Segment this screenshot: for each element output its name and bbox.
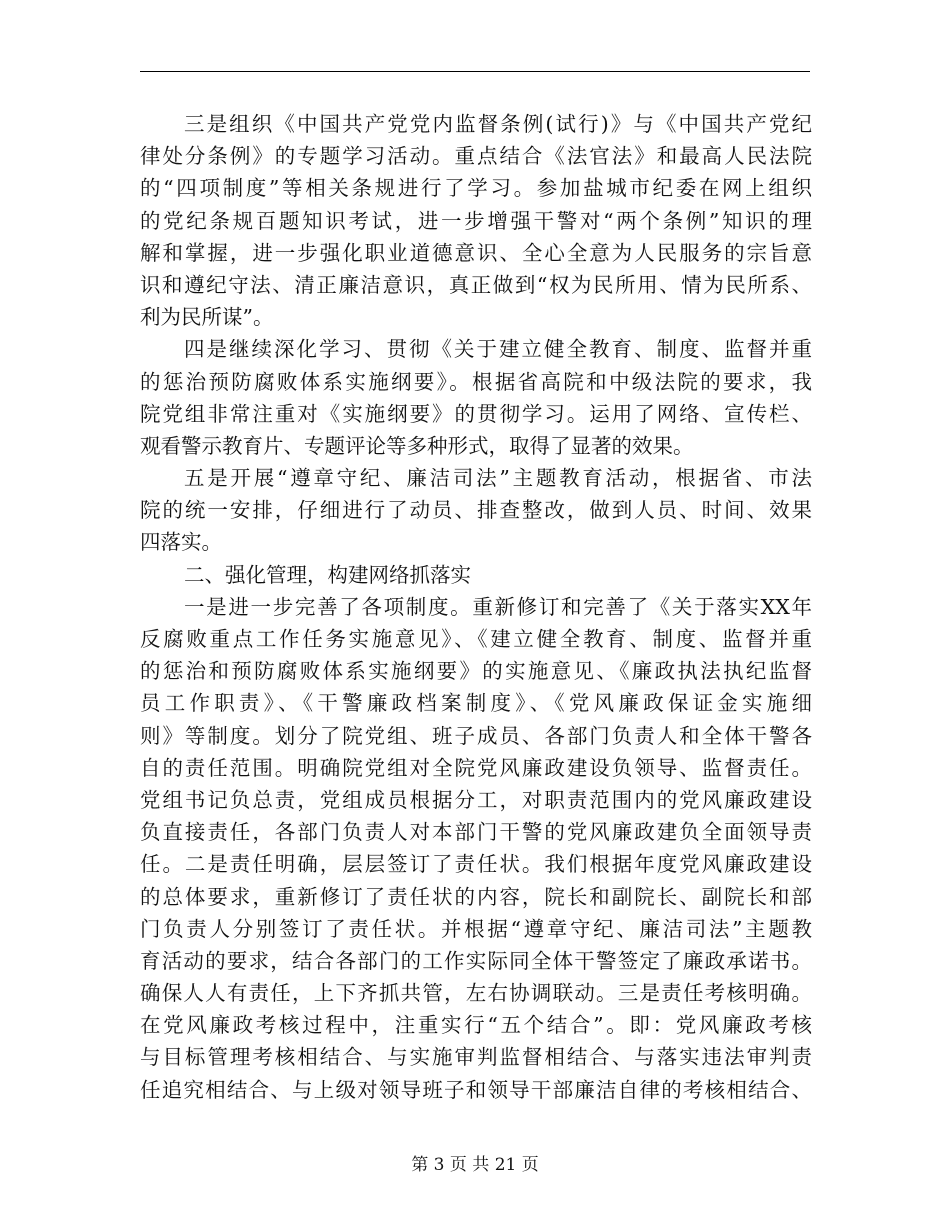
text-line: 律处分条例》的专题学习活动。重点结合《法官法》和最高人民法院: [140, 144, 812, 169]
text-line: 党组书记负总责，党组成员根据分工，对职责范围内的党风廉政建设: [140, 787, 812, 812]
text-line: 任追究相结合、与上级对领导班子和领导干部廉洁自律的考核相结合、: [140, 1077, 812, 1102]
text-line: 四落实。: [140, 530, 222, 555]
text-line: 的惩治和预防腐败体系实施纲要》的实施意见、《廉政执法执纪监督: [140, 659, 812, 684]
text-line: 三是组织《中国共产党党内监督条例(试行)》与《中国共产党纪: [184, 112, 812, 136]
header-rule: [140, 71, 810, 72]
text-line: 院的统一安排，仔细进行了动员、排查整改，做到人员、时间、效果: [140, 498, 812, 523]
text-line: 观看警示教育片、专题评论等多种形式，取得了显著的效果。: [140, 433, 694, 458]
text-line: 确保人人有责任，上下齐抓共管，左右协调联动。三是责任考核明确。: [140, 981, 812, 1006]
text-line: 解和掌握，进一步强化职业道德意识、全心全意为人民服务的宗旨意: [140, 240, 812, 265]
text-line: 的总体要求，重新修订了责任状的内容，院长和副院长、副院长和部: [140, 884, 812, 909]
section-heading: 二、强化管理，构建网络抓落实: [184, 562, 471, 587]
text-line: 利为民所谋”。: [140, 305, 274, 330]
text-line: 的“四项制度”等相关条规进行了学习。参加盐城市纪委在网上组织: [140, 176, 812, 201]
text-line: 门负责人分别签订了责任状。并根据“遵章守纪、廉洁司法”主题教: [140, 916, 812, 941]
text-line: 院党组非常注重对《实施纲要》的贯彻学习。运用了网络、宣传栏、: [140, 401, 812, 426]
text-line: 四是继续深化学习、贯彻《关于建立健全教育、制度、监督并重: [184, 337, 812, 362]
text-line: 任。二是责任明确，层层签订了责任状。我们根据年度党风廉政建设: [140, 852, 812, 877]
page-number-footer: 第 3 页 共 21 页: [411, 1155, 539, 1175]
text-line: 育活动的要求，结合各部门的工作实际同全体干警签定了廉政承诺书。: [140, 948, 812, 973]
text-line: 反腐败重点工作任务实施意见》、《建立健全教育、制度、监督并重: [140, 627, 812, 651]
body-text: [140, 108, 812, 1106]
text-line: 与目标管理考核相结合、与实施审判监督相结合、与落实违法审判责: [140, 1045, 812, 1070]
text-line: 自的责任范围。明确院党组对全院党风廉政建设负领导、监督责任。: [140, 755, 812, 780]
text-line: 在党风廉政考核过程中，注重实行“五个结合”。即：党风廉政考核: [140, 1013, 812, 1038]
text-line: 一是进一步完善了各项制度。重新修订和完善了《关于落实XX年: [184, 594, 812, 619]
text-line: 的党纪条规百题知识考试，进一步增强干警对“两个条例”知识的理: [140, 208, 812, 233]
text-line: 负直接责任，各部门负责人对本部门干警的党风廉政建负全面领导责: [140, 820, 812, 845]
text-line: 则》等制度。划分了院党组、班子成员、各部门负责人和全体干警各: [140, 723, 812, 748]
text-line: 员工作职责》、《干警廉政档案制度》、《党风廉政保证金实施细: [140, 691, 812, 716]
text-line: 识和遵纪守法、清正廉洁意识，真正做到“权为民所用、情为民所系、: [140, 272, 812, 297]
text-line: 的惩治预防腐败体系实施纲要》。根据省高院和中级法院的要求，我: [140, 369, 812, 394]
text-line: 五是开展“遵章守纪、廉洁司法”主题教育活动，根据省、市法: [184, 466, 812, 491]
